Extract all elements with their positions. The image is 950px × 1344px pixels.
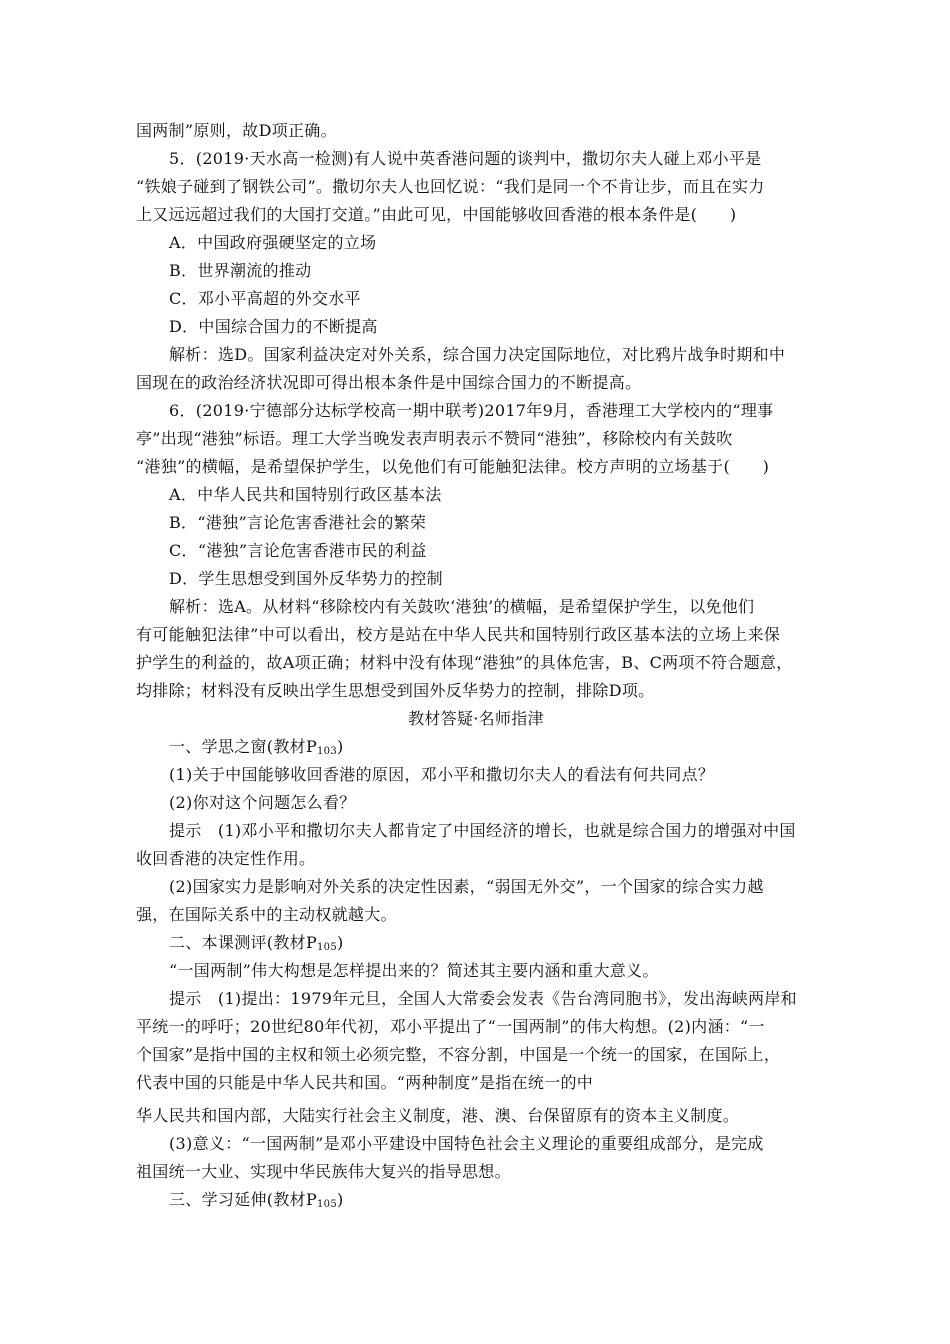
- text-line: 平统一的呼吁；20世纪80年代初，邓小平提出了“一国两制”的伟大构想。(2)内涵：“一: [136, 1017, 765, 1036]
- text-line: 护学生的利益的，故A项正确；材料中没有体现“港独”的具体危害，B、C两项不符合题意，: [136, 653, 793, 672]
- text-line: “铁娘子碰到了钢铁公司”。撒切尔夫人也回忆说：“我们是同一个不肯让步，而且在实力: [136, 177, 765, 196]
- heading-text: 三、学习延伸(教材P: [169, 1190, 318, 1209]
- analysis-6: 解析：选A。从材料“移除校内有关鼓吹‘港独’的横幅，是希望保护学生，以免他们: [169, 597, 755, 616]
- section-heading: 教材答疑·名师指津: [408, 709, 544, 728]
- option-c: C．“港独”言论危害香港市民的利益: [169, 541, 427, 560]
- text-line: (1)关于中国能够收回香港的原因，邓小平和撒切尔夫人的看法有何共同点？: [169, 765, 715, 784]
- text-line: (3)意义：“一国两制”是邓小平建设中国特色社会主义理论的重要组成部分，是完成: [169, 1134, 764, 1153]
- heading-close: ): [337, 737, 344, 756]
- question-5-stem: 5．(2019·天水高一检测)有人说中英香港问题的谈判中，撒切尔夫人碰上邓小平是: [169, 149, 762, 168]
- text-line: 个国家”是指中国的主权和领土必须完整，不容分割，中国是一个统一的国家，在国际上，: [136, 1045, 781, 1064]
- text-line: 代表中国的只能是中华人民共和国。“两种制度”是指在统一的中: [136, 1073, 594, 1092]
- option-c: C．邓小平高超的外交水平: [169, 289, 361, 308]
- question-6-stem: 6．(2019·宁德部分达标学校高一期中联考)2017年9月，香港理工大学校内的“理事: [169, 401, 774, 420]
- text-line: 强，在国际关系中的主动权就越大。: [136, 905, 397, 924]
- heading-text: 二、本课测评(教材P: [169, 933, 318, 952]
- text-line: (2)国家实力是影响对外关系的决定性因素，“弱国无外交”，一个国家的综合实力越: [169, 877, 764, 896]
- text-line: “一国两制”伟大构想是怎样提出来的？简述其主要内涵和重大意义。: [169, 961, 659, 980]
- document-page: [136, 117, 816, 1214]
- hint-1: 提示 (1)邓小平和撒切尔夫人都肯定了中国经济的增长，也就是综合国力的增强对中国: [169, 821, 796, 840]
- heading-text: 一、学思之窗(教材P: [169, 737, 318, 756]
- option-d: D．中国综合国力的不断提高: [169, 317, 378, 336]
- text-line: 有可能触犯法律”中可以看出，校方是站在中华人民共和国特别行政区基本法的立场上来保: [136, 625, 781, 644]
- subsection-heading-3: [136, 1186, 816, 1214]
- option-a: A．中华人民共和国特别行政区基本法: [169, 485, 442, 504]
- subsection-heading-2: [136, 929, 816, 957]
- text-line: 国两制”原则，故D项正确。: [136, 121, 337, 140]
- subsection-heading-1: [136, 733, 816, 761]
- page-ref: 105: [317, 1199, 338, 1210]
- text-line: 上又远远超过我们的大国打交道。”由此可见，中国能够收回香港的根本条件是( ): [136, 205, 737, 224]
- option-b: B．“港独”言论危害香港社会的繁荣: [169, 513, 427, 532]
- text-line: 华人民共和国内部，大陆实行社会主义制度，港、澳、台保留原有的资本主义制度。: [136, 1106, 740, 1125]
- heading-close: ): [337, 933, 344, 952]
- option-b: B．世界潮流的推动: [169, 261, 312, 280]
- text-line: “港独”的横幅，是希望保护学生，以免他们有可能触犯法律。校方声明的立场基于( ): [136, 457, 770, 476]
- text-line: 亭”出现“港独”标语。理工大学当晚发表声明表示不赞同“港独”，移除校内有关鼓吹: [136, 429, 733, 448]
- page-ref: 103: [317, 746, 338, 757]
- heading-close: ): [337, 1190, 344, 1209]
- text-line: 收回香港的决定性作用。: [136, 849, 316, 868]
- text-line: 祖国统一大业、实现中华民族伟大复兴的指导思想。: [136, 1162, 511, 1181]
- text-line: 均排除；材料没有反映出学生思想受到国外反华势力的控制，排除D项。: [136, 681, 655, 700]
- option-d: D．学生思想受到国外反华势力的控制: [169, 569, 443, 588]
- page-ref: 105: [317, 942, 338, 953]
- text-line: 国现在的政治经济状况即可得出根本条件是中国综合国力的不断提高。: [136, 373, 642, 392]
- option-a: A．中国政府强硬坚定的立场: [169, 233, 377, 252]
- hint-2: 提示 (1)提出：1979年元旦，全国人大常委会发表《告台湾同胞书》，发出海峡两岸和: [169, 989, 797, 1008]
- analysis-5: 解析：选D。国家利益决定对外关系，综合国力决定国际地位，对比鸦片战争时期和中: [169, 345, 786, 364]
- text-line: (2)你对这个问题怎么看？: [169, 793, 356, 812]
